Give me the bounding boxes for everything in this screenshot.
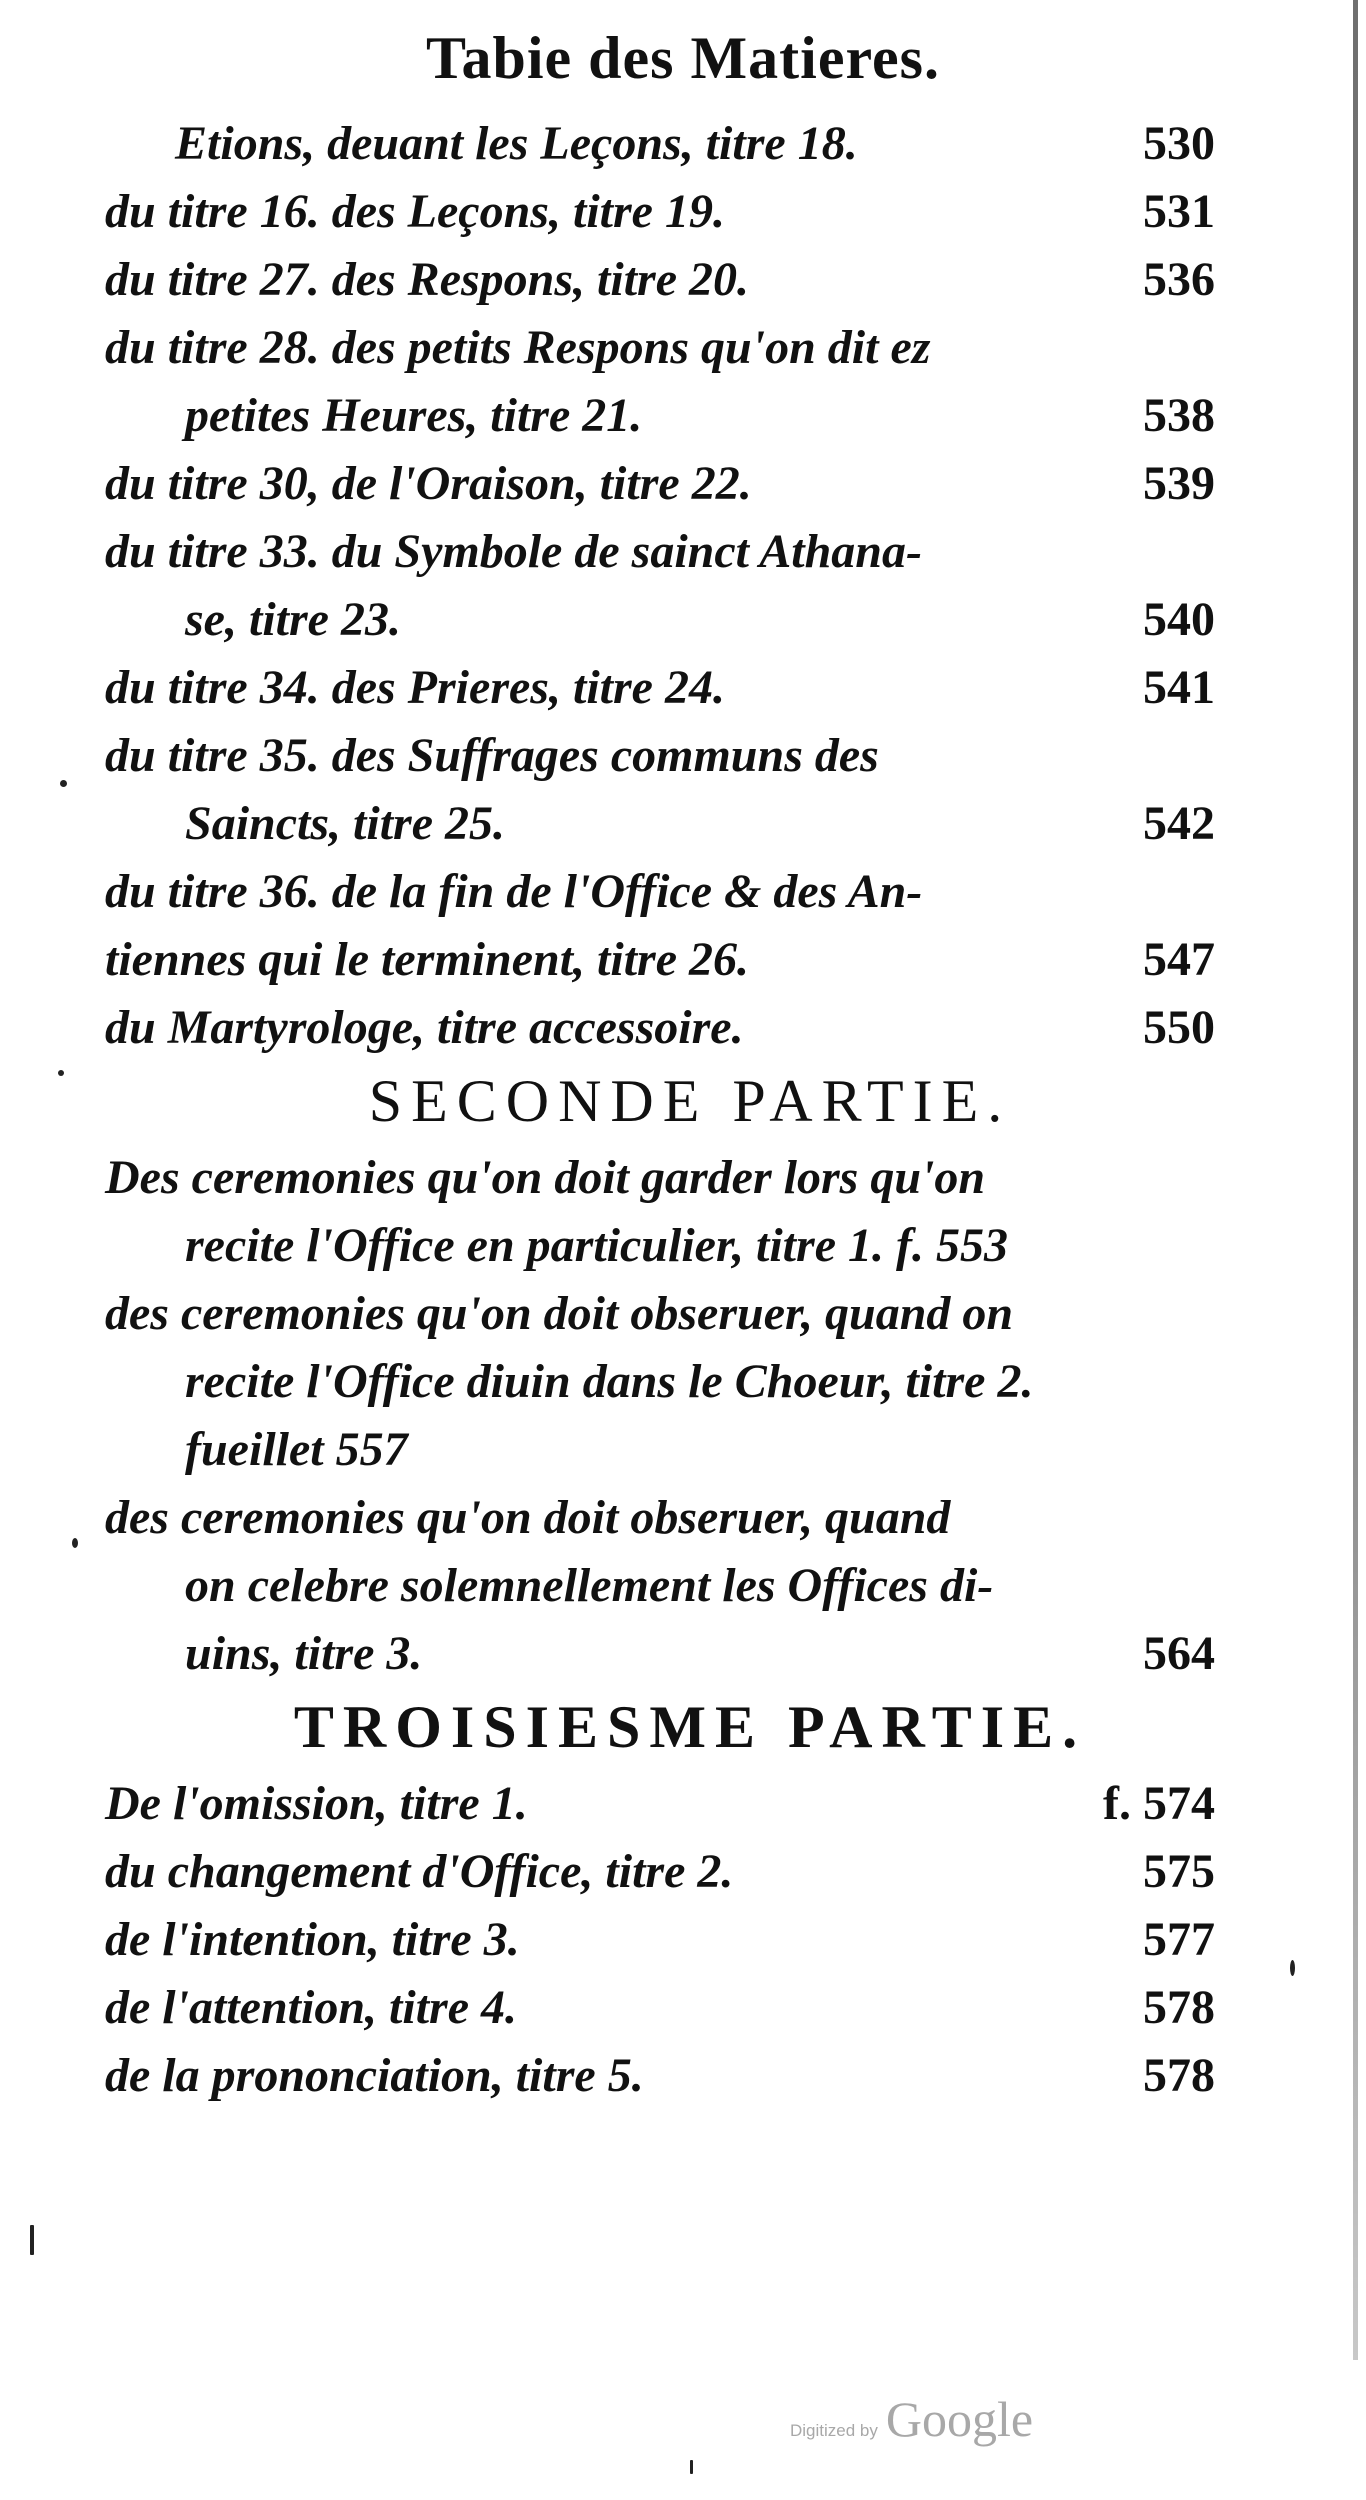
toc-entry-text: du titre 30, de l'Oraison, titre 22. [105, 457, 752, 510]
scan-speck [60, 780, 67, 787]
toc-entry [105, 2042, 1215, 2110]
toc-entry-text: de la prononciation, titre 5. [105, 2049, 644, 2102]
toc-entry-page: 542 [1143, 797, 1215, 850]
toc-entry-page: 530 [1143, 117, 1215, 170]
digitized-by-google-watermark [790, 2390, 1033, 2448]
scan-speck [58, 1070, 64, 1076]
toc-entry-text: on celebre solemnellement les Offices di- [185, 1559, 994, 1612]
toc-entry [105, 722, 1215, 790]
table-of-contents [105, 110, 1215, 2110]
toc-entry-page: 578 [1143, 1981, 1215, 2034]
scan-speck [72, 1538, 78, 1548]
scan-speck [30, 2225, 34, 2255]
toc-entry-text: recite l'Office en particulier, titre 1. f. 553 [185, 1219, 1008, 1272]
toc-entry [105, 1280, 1215, 1348]
toc-entry [105, 110, 1215, 178]
toc-entry-text: Saincts, titre 25. [185, 797, 506, 850]
toc-entry [105, 1212, 1215, 1280]
toc-entry-text: des ceremonies qu'on doit obseruer, quand on [105, 1287, 1014, 1340]
section-heading-part3: TROISIESME PARTIE. [293, 1694, 1087, 1760]
toc-entry-text: De l'omission, titre 1. [105, 1777, 528, 1830]
toc-entry [105, 1416, 1215, 1484]
toc-entry-page: 538 [1143, 389, 1215, 442]
toc-entry [105, 994, 1215, 1062]
toc-entry-page: 541 [1143, 661, 1215, 714]
toc-entry-text: du titre 33. du Symbole de sainct Athana- [105, 525, 922, 578]
toc-entry-text: petites Heures, titre 21. [185, 389, 643, 442]
toc-entry [105, 1484, 1215, 1552]
toc-entry-text: Des ceremonies qu'on doit garder lors qu'on [105, 1151, 986, 1204]
toc-entry-text: recite l'Office diuin dans le Choeur, titre 2. [185, 1355, 1034, 1408]
toc-entry [105, 382, 1215, 450]
toc-entry-page: 547 [1143, 933, 1215, 986]
toc-entry [105, 450, 1215, 518]
toc-entry [105, 654, 1215, 722]
section-heading-part2: SECONDE PARTIE. [368, 1068, 1012, 1134]
google-logo-text: Google [885, 2391, 1034, 2447]
toc-entry-text: du titre 35. des Suffrages communs des [105, 729, 879, 782]
toc-entry [105, 926, 1215, 994]
toc-entry [105, 1552, 1215, 1620]
toc-entry [105, 1770, 1215, 1838]
toc-entry [105, 518, 1215, 586]
toc-entry-text: de l'intention, titre 3. [105, 1913, 520, 1966]
toc-entry-page: f. 574 [1103, 1777, 1215, 1830]
toc-entry [105, 1620, 1215, 1688]
toc-entry-text: du titre 36. de la fin de l'Office & des An- [105, 865, 923, 918]
toc-entry-text: Etions, deuant les Leçons, titre 18. [175, 117, 858, 170]
toc-entry-page: 536 [1143, 253, 1215, 306]
toc-entry-text: fueillet 557 [185, 1423, 408, 1476]
toc-entry-page: 539 [1143, 457, 1215, 510]
scan-speck [1290, 1960, 1295, 1976]
running-head: Tabie des Matieres. [426, 25, 940, 91]
scan-speck [690, 2460, 693, 2474]
toc-entry-text: se, titre 23. [185, 593, 401, 646]
toc-entry-page: 577 [1143, 1913, 1215, 1966]
toc-entry-text: des ceremonies qu'on doit obseruer, quand [105, 1491, 951, 1544]
toc-entry-page: 550 [1143, 1001, 1215, 1054]
toc-entry-text: du titre 16. des Leçons, titre 19. [105, 185, 725, 238]
toc-entry [105, 790, 1215, 858]
toc-entry [105, 586, 1215, 654]
page-edge-shadow [1353, 0, 1358, 2360]
toc-entry-text: du Martyrologe, titre accessoire. [105, 1001, 744, 1054]
toc-entry [105, 1838, 1215, 1906]
toc-entry-text: du titre 34. des Prieres, titre 24. [105, 661, 725, 714]
toc-entry-text: du titre 27. des Respons, titre 20. [105, 253, 750, 306]
toc-entry [105, 1144, 1215, 1212]
toc-entry [105, 178, 1215, 246]
toc-entry-page: 531 [1143, 185, 1215, 238]
toc-entry-page: 578 [1143, 2049, 1215, 2102]
toc-entry-text: uins, titre 3. [185, 1627, 423, 1680]
toc-entry [105, 246, 1215, 314]
toc-entry-text: du titre 28. des petits Respons qu'on dit ez [105, 321, 931, 374]
toc-entry-page: 540 [1143, 593, 1215, 646]
toc-entry [105, 1348, 1215, 1416]
toc-entry [105, 1974, 1215, 2042]
toc-entry-page: 564 [1143, 1627, 1215, 1680]
watermark-label: Digitized by [790, 2421, 878, 2440]
toc-entry-text: de l'attention, titre 4. [105, 1981, 518, 2034]
toc-entry-page: 575 [1143, 1845, 1215, 1898]
toc-entry [105, 858, 1215, 926]
toc-entry [105, 314, 1215, 382]
toc-entry-text: tiennes qui le terminent, titre 26. [105, 933, 750, 986]
toc-entry [105, 1906, 1215, 1974]
toc-entry-text: du changement d'Office, titre 2. [105, 1845, 734, 1898]
